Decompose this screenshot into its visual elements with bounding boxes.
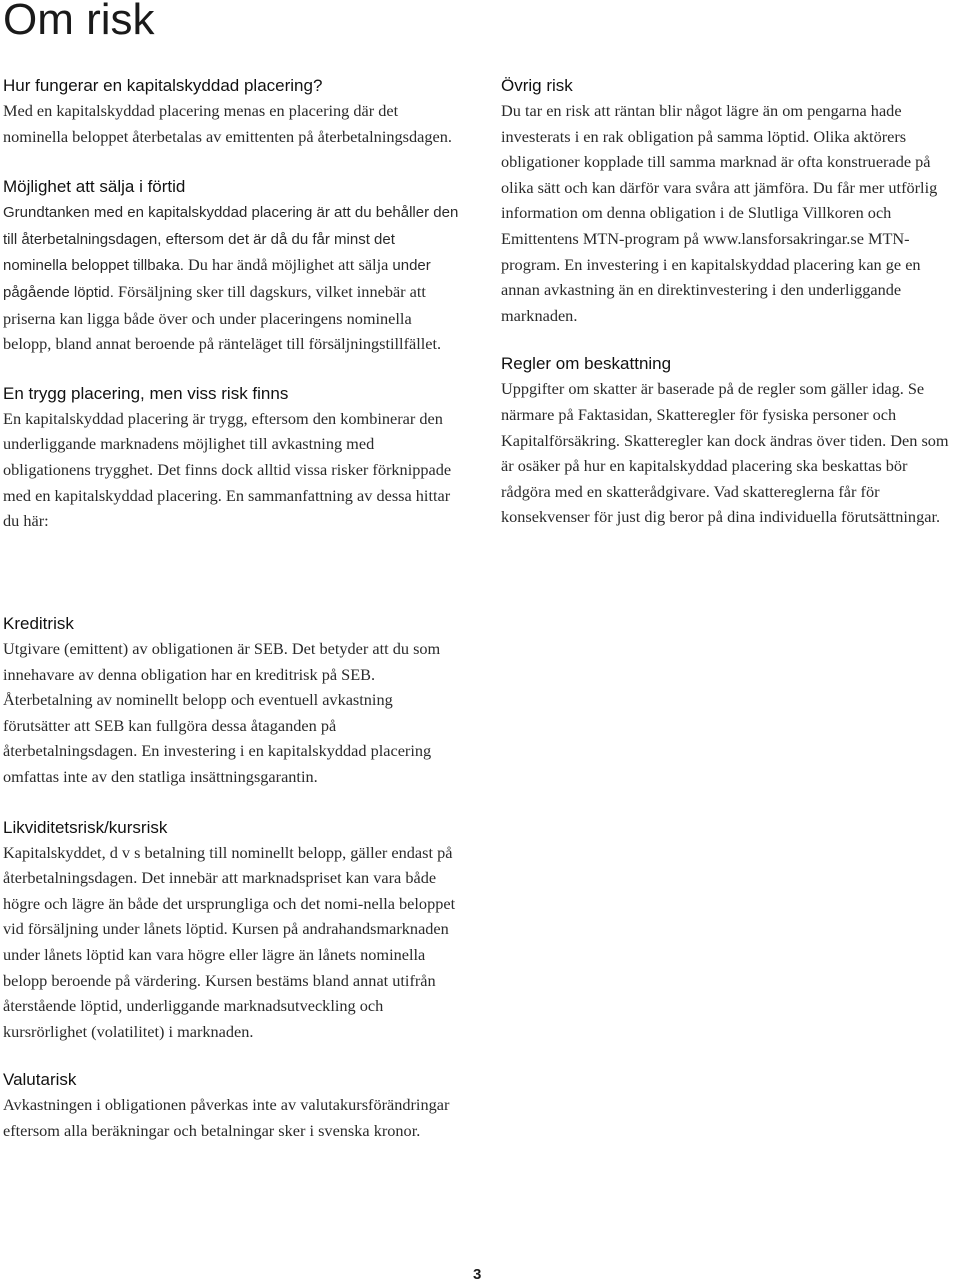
- body-text: Grundtanken med en kapitalskyddad placering är att du behåller den till återbetalningsdagen, eftersom det är då du får minst det nominella beloppet tillbaka.: [3, 204, 459, 275]
- section-body: [3, 199, 463, 357]
- left-column-lower: [3, 612, 463, 1164]
- section-heading: Hur fungerar en kapitalskyddad placering?: [3, 76, 323, 95]
- section-body: Med en kapitalskyddad placering menas en placering där det nominella beloppet återbetalas av emittenten på återbetalningsdagen.: [3, 101, 452, 146]
- section-heading: En trygg placering, men viss risk finns: [3, 383, 289, 403]
- section-heading: Möjlighet att sälja i förtid: [3, 177, 186, 197]
- section-kreditrisk: [3, 612, 463, 790]
- section-body: En kapitalskyddad placering är trygg, eftersom den kombinerar den underliggande marknadens möjlighet till avkastning med obligationens trygghet. Det finns dock alltid vissa risker förknippade med en kapitalskyddad placering. En sammanfattning av dessa hittar du här:: [3, 408, 452, 531]
- body-text: Försäljning sker till dagskurs, vilket innebär att priserna kan ligga både över och under placeringens nominella belopp, bland annat beroende på ränteläget till försäljningstillfället.: [3, 281, 442, 354]
- section-body: Du tar en risk att räntan blir något lägre än om pengarna hade investerats i en rak obligation på samma löptid. Olika aktörers obligationer kopplade till samma marknad är ofta konstruerade på olika sätt och kan därför vara svåra att jämföra. Du får mer utförlig information om denna obligation i de Slutliga Villkoren och Emittentens MTN-program på www.lansforsakringar.se MTN-program. En investering i en kapitalskyddad placering kan ge en annan avkastning än en direktinvestering i den underliggande marknaden.: [501, 101, 938, 325]
- section-likviditetsrisk: [3, 816, 463, 1045]
- section-beskattning: [501, 352, 960, 530]
- section-hur-fungerar: [3, 74, 463, 149]
- section-body: Avkastningen i obligationen påverkas inte av valutakursförändringar eftersom alla beräkningar och betalningar sker i svenska kronor.: [3, 1095, 450, 1140]
- page-title: Om risk: [3, 0, 155, 44]
- section-body: Uppgifter om skatter är baserade på de regler som gäller idag. Se närmare på Faktasidan, Skatteregler för fysiska personer och Kapitalförsäkring. Skatteregler kan dock ändras över tiden. Den som är osäker på hur en kapitalskyddad placering ska beskattas bör rådgöra med en skatterådgivare. Vad skattereglerna får för konsekvenser för just dig beror på dina individuella förutsättningar.: [501, 379, 949, 527]
- section-trygg: [3, 382, 463, 534]
- section-heading: Valutarisk: [3, 1070, 77, 1090]
- section-ovrig-risk: [501, 74, 960, 328]
- body-text: Du har ändå möjlighet att sälja: [188, 255, 389, 275]
- section-body: Kapitalskyddet, d v s betalning till nominellt belopp, gäller endast på återbetalningsdagen. Det innebär att marknadspriset kan vara både högre och lägre än både det ursprungliga och det nomi-nella beloppet vid försäljning under lånets löptid. Kursen på andrahandsmarknaden under lånets löptid kan vara högre eller lägre än lånets nominella belopp beroende på värdering. Kursen bestäms bland annat utifrån återstående löptid, underliggande marknadsutveckling och kursrörlighet (volatilitet) i marknaden.: [3, 842, 456, 1041]
- section-valutarisk: [3, 1068, 463, 1143]
- section-heading: Kreditrisk: [3, 614, 74, 633]
- section-body: Utgivare (emittent) av obligationen är SEB. Det betyder att du som innehavare av denna obligation har en kreditrisk på SEB. Återbetalning av nominellt belopp och eventuell avkastning förutsätter att SEB kan fullgöra dessa åtaganden på återbetalningsdagen. En investering i en kapitalskyddad placering omfattas inte av den statliga insättningsgarantin.: [3, 639, 441, 786]
- page-number: 3: [473, 1266, 482, 1283]
- right-column: [501, 74, 960, 550]
- section-heading: Regler om beskattning: [501, 354, 672, 374]
- section-mojlighet: [3, 175, 463, 357]
- left-column-upper: [3, 74, 463, 554]
- body-text: under pågående löptid.: [3, 257, 431, 301]
- section-heading: Likviditetsrisk/kursrisk: [3, 817, 168, 837]
- section-heading: Övrig risk: [501, 76, 573, 95]
